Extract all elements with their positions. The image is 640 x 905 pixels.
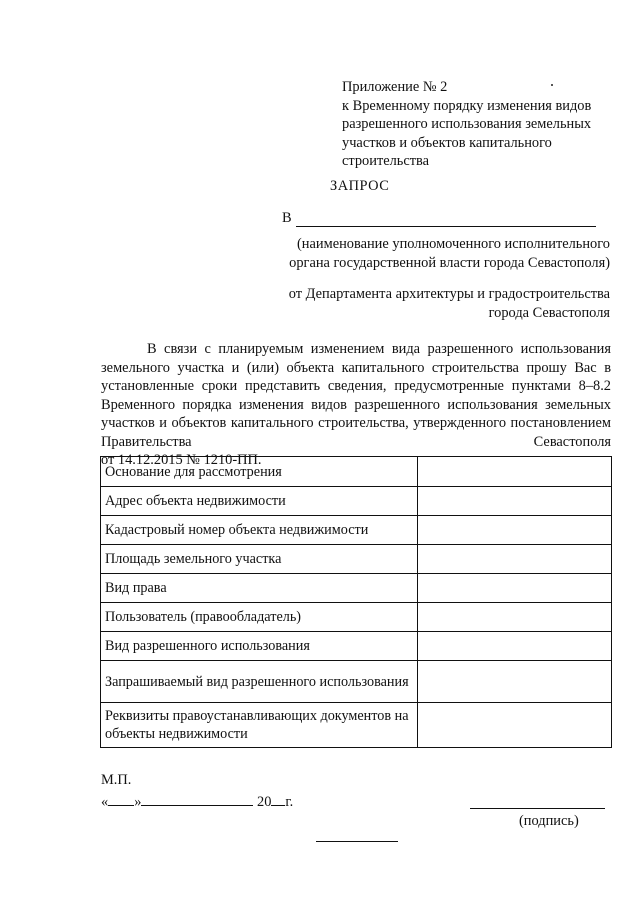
appendix-line: разрешенного использования земельных [342,116,592,132]
date-line [101,792,293,811]
sender-block [260,285,610,322]
caption-line: органа государственной власти города Севастополя) [289,254,610,271]
row-value[interactable] [418,603,612,632]
addressee-caption [270,235,610,272]
caption-line: (наименование уполномоченного исполнительного [297,236,610,252]
year-suffix: г. [285,794,294,810]
addressee-prefix: В [282,210,292,226]
row-label: Кадастровый номер объекта недвижимости [101,516,418,545]
row-value[interactable] [418,703,612,748]
appendix-line: участков и объектов капитального [342,134,552,151]
request-last-line: от 14.12.2015 № 1210-ПП. [101,452,262,468]
row-label: Пользователь (правообладатель) [101,603,418,632]
row-label: Вид права [101,574,418,603]
month-blank[interactable] [141,792,253,806]
document-title: ЗАПРОС [330,178,390,194]
table-row [101,487,612,516]
table-row [101,574,612,603]
row-label: Реквизиты правоустанавливающих документов на объекты недвижимости [101,703,418,748]
table-row [101,603,612,632]
appendix-line: Приложение № 2 [342,79,448,95]
row-label: Запрашиваемый вид разрешенного использования [101,661,418,703]
appendix-header [342,78,632,171]
request-paragraph: В связи с планируемым изменением вида разрешенного использования земельного участка и (или) объекта капитального строительства прошу Вас в установленные сроки представить сведения, предусмотренные пунктами 8–8.2 Временного порядка изменения видов разрешенного использования земельных участков и объектов капитального строительства, утвержденного постановлением Правительства Севастополя [101,341,611,450]
addressee-line [282,210,596,227]
day-blank[interactable] [108,792,134,806]
table-row [101,516,612,545]
sender-line: города Севастополя [488,304,610,321]
table-row [101,703,612,748]
row-label: Площадь земельного участка [101,545,418,574]
appendix-line: строительства [342,153,430,169]
seal-mark: М.П. [101,772,132,788]
quote-open: « [101,794,109,810]
bottom-rule [316,841,398,842]
sender-line: от Департамента архитектуры и градостроительства [288,286,610,302]
row-value[interactable] [418,632,612,661]
request-body [101,340,611,470]
signature-label: (подпись) [519,813,579,829]
row-value[interactable] [418,545,612,574]
row-value[interactable] [418,661,612,703]
scan-speck [551,84,553,86]
appendix-line: к Временному порядку изменения видов [342,97,592,114]
row-label: Вид разрешенного использования [101,632,418,661]
year-blank[interactable] [271,792,285,806]
row-value[interactable] [418,574,612,603]
table-row [101,632,612,661]
table-row [101,661,612,703]
row-label: Адрес объекта недвижимости [101,487,418,516]
row-value[interactable] [418,487,612,516]
table-row [101,545,612,574]
row-value[interactable] [418,516,612,545]
row-label: Основание для рассмотрения [101,457,418,487]
addressee-blank[interactable] [296,212,596,227]
year-prefix: 20 [257,794,272,810]
table-row [101,457,612,487]
signature-blank[interactable] [470,808,605,809]
request-table [100,456,612,748]
row-value[interactable] [418,457,612,487]
quote-close: » [134,794,142,810]
